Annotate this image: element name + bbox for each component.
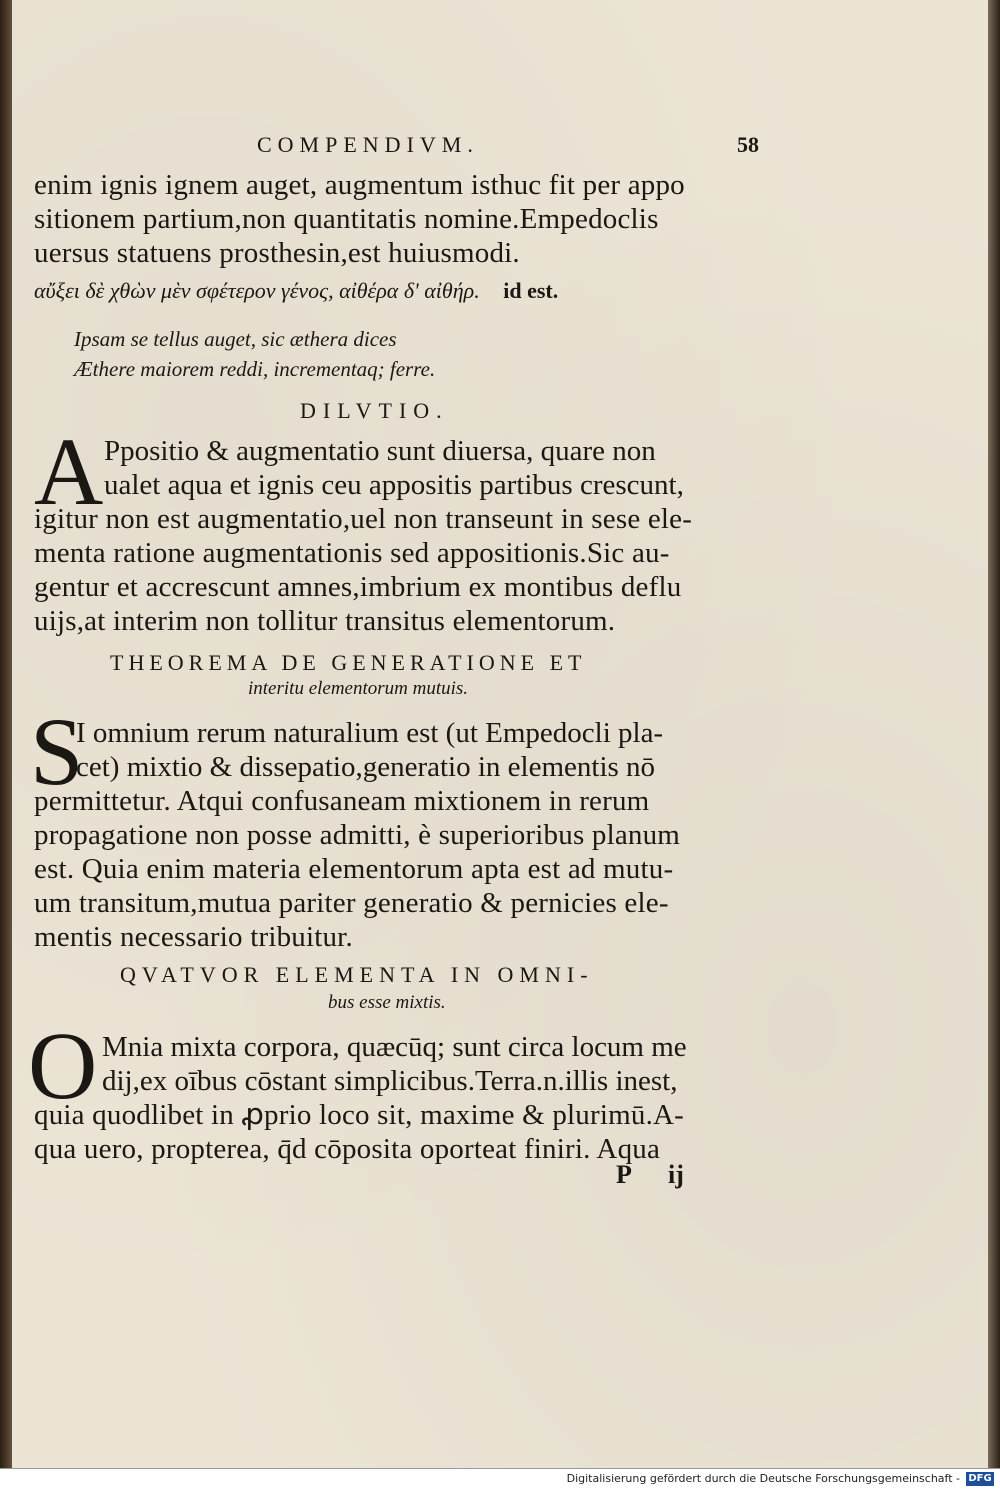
footer-bar xyxy=(0,1468,1000,1490)
text-line: quia quodlibet in ꝓprio loco sit, maxime & plurimū.A- xyxy=(34,1099,685,1131)
paragraph xyxy=(34,1098,774,1166)
text-line: um transitum,mutua pariter generatio & pernicies ele- xyxy=(34,887,669,919)
paragraph xyxy=(34,784,774,954)
text-line: propagatione non posse admitti, è superioribus planum xyxy=(34,819,681,851)
latin-verse-line: Ipsam se tellus auget, sic æthera dices xyxy=(74,327,397,351)
text-line: enim ignis ignem auget, augmentum isthuc fit per appo xyxy=(34,169,685,201)
text-line: gentur et accrescunt amnes,imbrium ex montibus deflu xyxy=(34,571,682,603)
section-subheading: interitu elementorum mutuis. xyxy=(248,678,469,699)
drop-capital: A xyxy=(34,418,104,525)
id-est-label: id est. xyxy=(503,278,559,303)
text-line: dij,ex oībus cōstant simplicibus.Terra.n.illis inest, xyxy=(102,1065,678,1097)
greek-verse: αὔξει δὲ χθὼν μὲν σφέτερον γένος, αἰθέρα δ' αἰθήρ. xyxy=(34,278,480,303)
text-line: igitur non est augmentatio,uel non transeunt in sese ele- xyxy=(34,503,693,535)
text-line: uersus statuens prosthesin,est huiusmodi. xyxy=(34,237,520,269)
text-line: qua uero, propterea, q̄d cōposita oporteat finiri. Aqua xyxy=(34,1133,661,1165)
page-number: 58 xyxy=(737,132,759,157)
text-line: uijs,at interim non tollitur transitus elementorum. xyxy=(34,605,616,637)
section-heading: DILVTIO. xyxy=(300,398,449,423)
text-line: est. Quia enim materia elementorum apta est ad mutu- xyxy=(34,853,674,885)
section-subheading: bus esse mixtis. xyxy=(328,992,446,1013)
text-line: sitionem partium,non quantitatis nomine.Empedoclis xyxy=(34,203,659,235)
text-line: Mnia mixta corpora, quæcūq; sunt circa locum me xyxy=(102,1031,687,1063)
text-line: cet) mixtio & dissepatio,generatio in elementis nō xyxy=(76,751,656,783)
text-line: permittetur. Atqui confusaneam mixtionem in rerum xyxy=(34,785,650,817)
drop-capital: O xyxy=(28,1012,98,1119)
section-heading: THEOREMA DE GENERATIONE ET xyxy=(110,650,587,675)
text-line: Ppositio & augmentatio sunt diuersa, quare non xyxy=(104,435,656,467)
book-page xyxy=(12,0,1000,1468)
scan-edge xyxy=(988,0,1000,1468)
running-title: COMPENDIVM. xyxy=(257,132,479,157)
text-line: ualet aqua et ignis ceu appositis partibus crescunt, xyxy=(104,469,684,501)
text-line: menta ratione augmentationis sed appositionis.Sic au- xyxy=(34,537,670,569)
drop-capital: S xyxy=(30,698,84,805)
greek-quotation xyxy=(34,278,558,304)
signature-letter: P xyxy=(616,1160,632,1189)
intro-paragraph xyxy=(34,168,774,270)
section-heading: QVATVOR ELEMENTA IN OMNI- xyxy=(120,962,594,987)
paragraph xyxy=(34,502,774,638)
digitization-credit: Digitalisierung gefördert durch die Deutsche Forschungsgemeinschaft - xyxy=(566,1472,960,1485)
text-line: I omnium rerum naturalium est (ut Empedocli pla- xyxy=(76,717,664,749)
dfg-logo: DFG xyxy=(966,1472,994,1486)
text-line: mentis necessario tribuitur. xyxy=(34,921,353,953)
latin-verse-line: Æthere maiorem reddi, incrementaq; ferre. xyxy=(74,357,436,381)
signature-numeral: ij xyxy=(668,1160,684,1189)
